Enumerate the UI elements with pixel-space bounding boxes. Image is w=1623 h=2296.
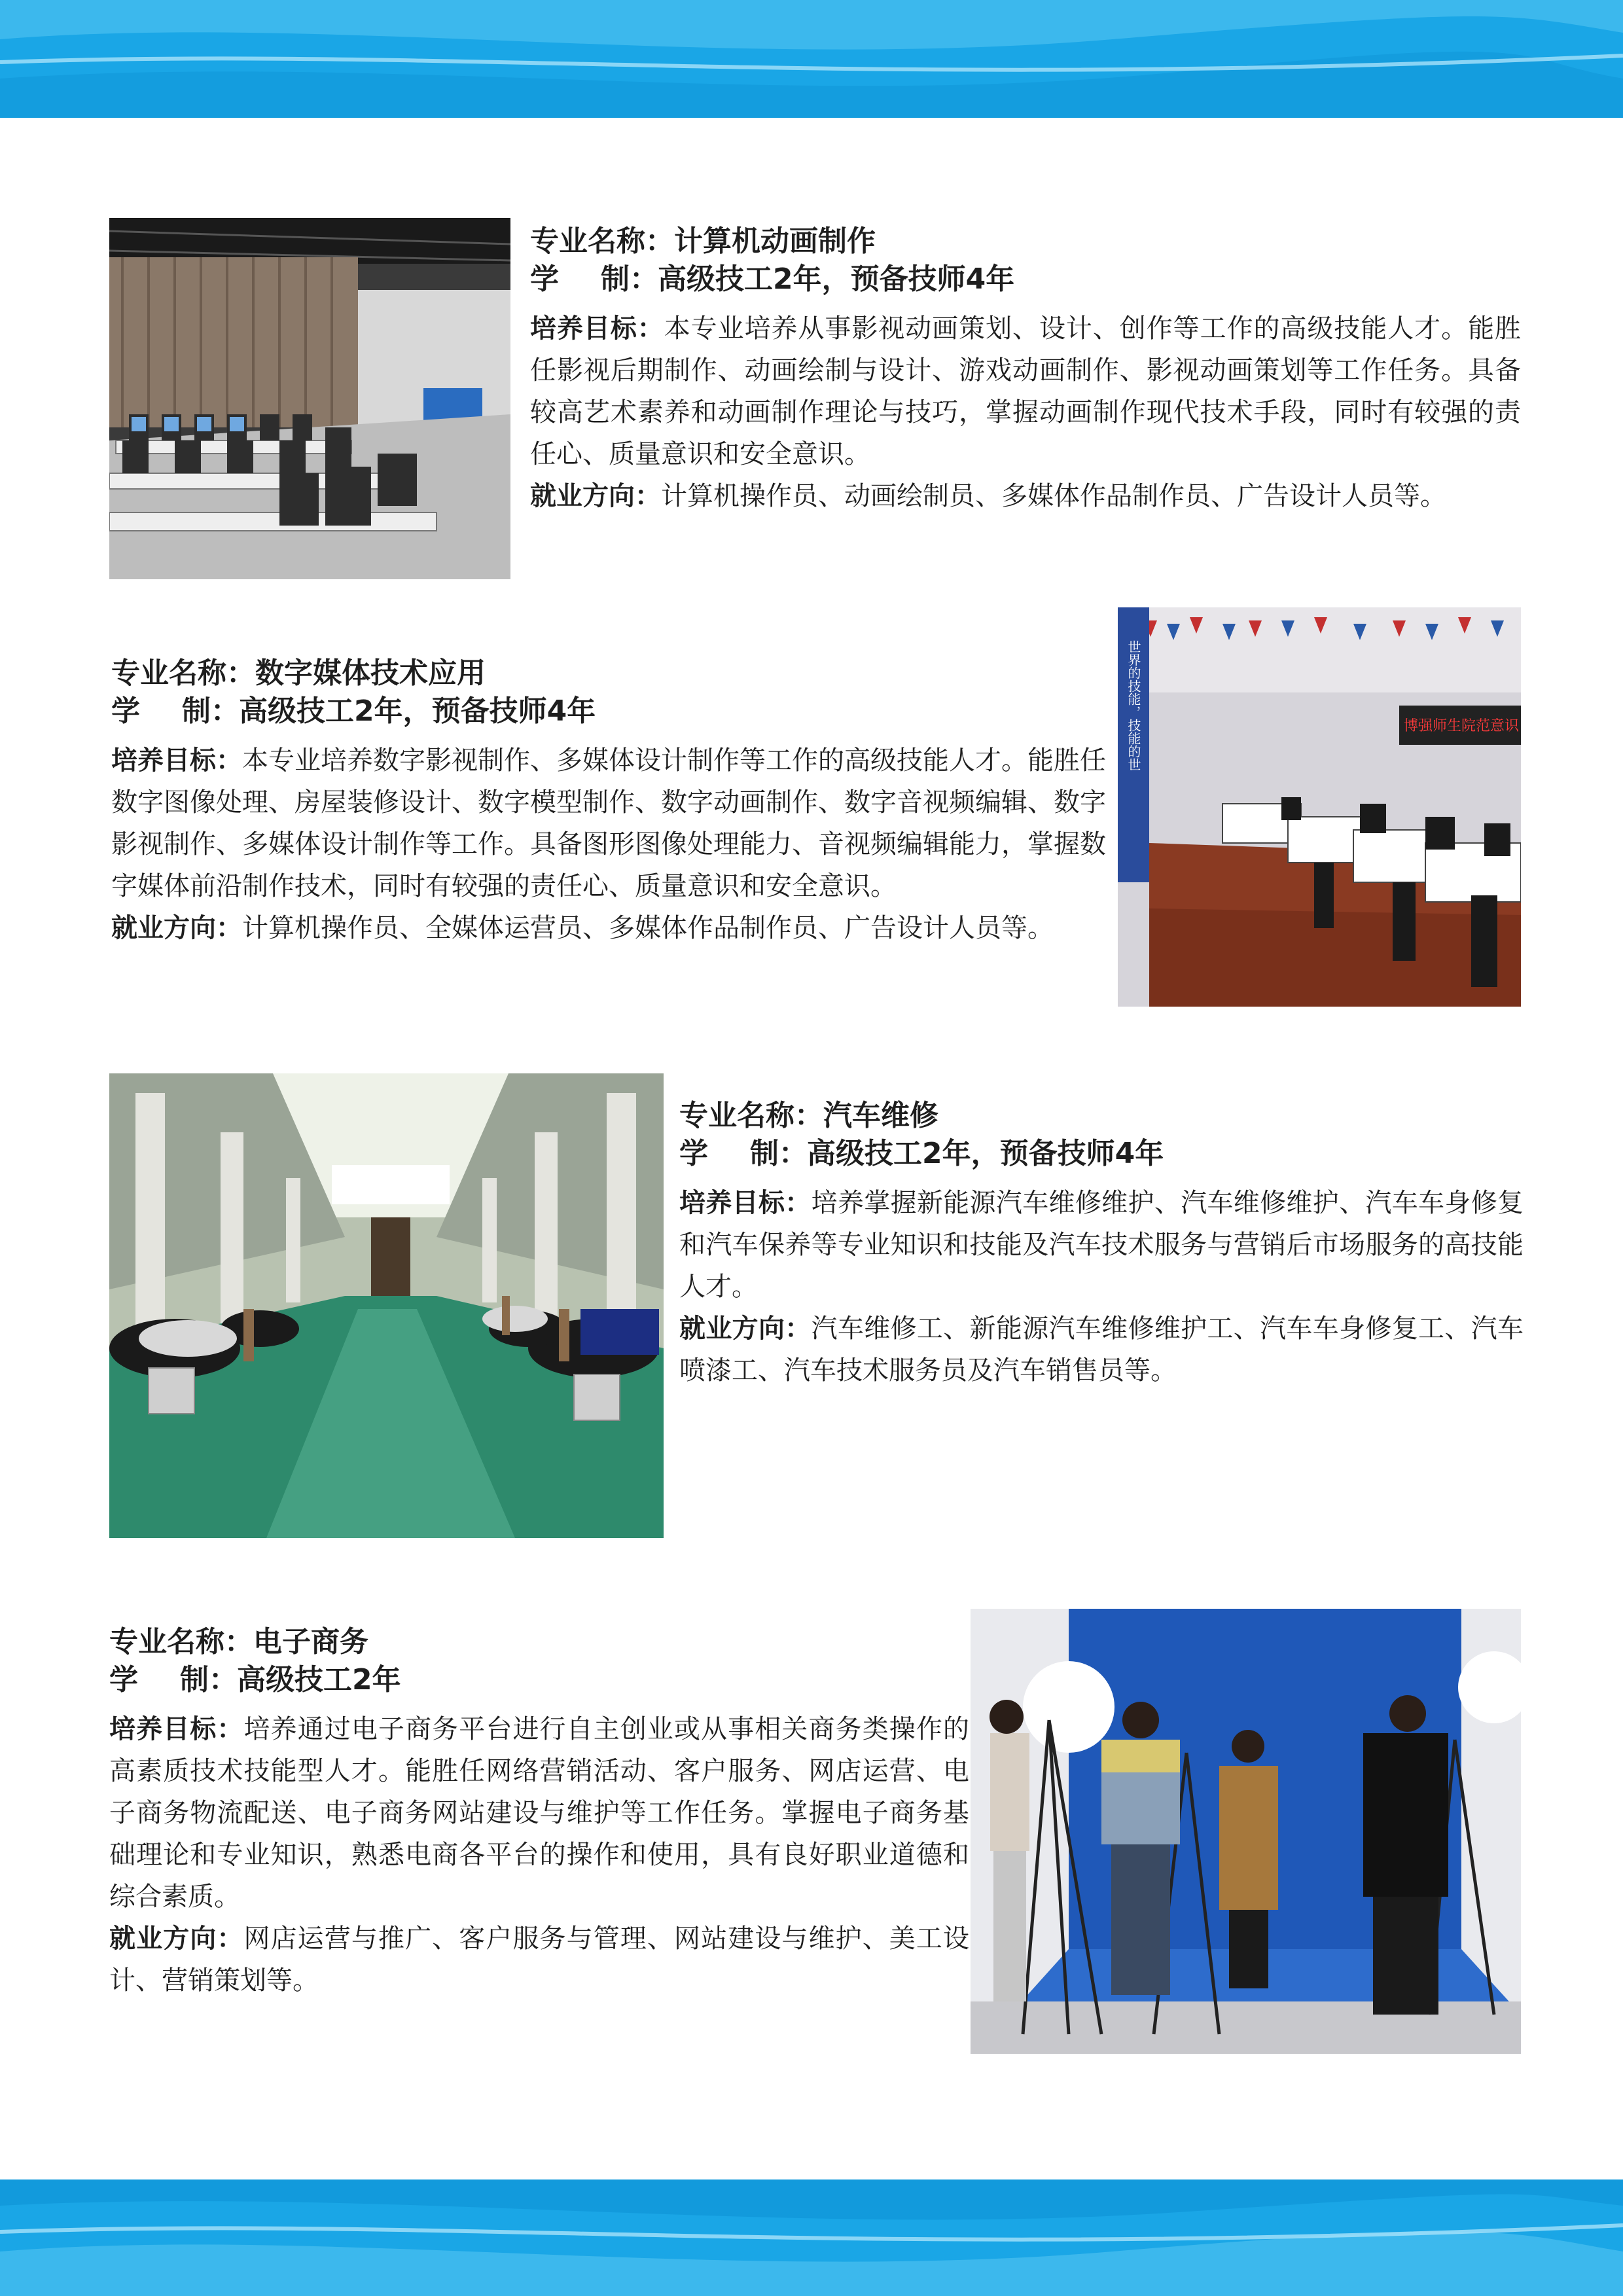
career-direction: 就业方向：汽车维修工、新能源汽车维修维护工、汽车车身修复工、汽车喷漆工、汽车技术服务员及汽车销售员等。 bbox=[679, 1314, 1524, 1386]
text-auto-repair bbox=[679, 1097, 1524, 1391]
school-system-line: 学 制：高级技工2年，预备技师4年 bbox=[530, 262, 1015, 296]
career-direction: 就业方向：计算机操作员、全媒体运营员、多媒体作品制作员、广告设计人员等。 bbox=[111, 913, 1054, 943]
school-system-line: 学 制：高级技工2年 bbox=[109, 1663, 401, 1696]
text-animation bbox=[530, 223, 1521, 517]
photo-ecommerce-studio bbox=[971, 1609, 1521, 2054]
photo-digital-media-lab bbox=[1118, 607, 1521, 1007]
career-direction: 就业方向：计算机操作员、动画绘制员、多媒体作品制作员、广告设计人员等。 bbox=[530, 481, 1446, 511]
career-direction: 就业方向：网店运营与推广、客户服务与管理、网站建设与维护、美工设计、营销策划等。 bbox=[109, 1924, 969, 1996]
bottom-banner bbox=[0, 2179, 1623, 2296]
photo-auto-workshop bbox=[109, 1073, 664, 1538]
training-goal: 培养目标：本专业培养数字影视制作、多媒体设计制作等工作的高级技能人才。能胜任数字图像处理、房屋装修设计、数字模型制作、数字动画制作、数字音视频编辑、数字影视制作、多媒体设计制作等工作。具备图形图像处理能力、音视频编辑能力，掌握数字媒体前沿制作技术，同时有较强的责任心、质量意识和安全意识。 bbox=[111, 745, 1106, 901]
training-goal: 培养目标：培养通过电子商务平台进行自主创业或从事相关商务类操作的高素质技术技能型人才。能胜任网络营销活动、客户服务、网店运营、电子商务物流配送、电子商务网站建设与维护等工作任务。掌握电子商务基础理论和专业知识，熟悉电商各平台的操作和使用，具有良好职业道德和综合素质。 bbox=[109, 1714, 969, 1912]
school-system-line: 学 制：高级技工2年，预备技师4年 bbox=[679, 1137, 1164, 1170]
text-digital-media bbox=[111, 655, 1106, 949]
school-system: 高级技工2年 bbox=[237, 1663, 401, 1696]
photo-animation-lab bbox=[109, 218, 510, 579]
school-system-line: 学 制：高级技工2年，预备技师4年 bbox=[111, 694, 596, 728]
training-goal: 培养目标：本专业培养从事影视动画策划、设计、创作等工作的高级技能人才。能胜任影视后期制作、动画绘制与设计、游戏动画制作、影视动画策划等工作任务。具备较高艺术素养和动画制作理论与技巧，掌握动画制作现代技术手段，同时有较强的责任心、质量意识和安全意识。 bbox=[530, 314, 1522, 469]
major-name: 数字媒体技术应用 bbox=[255, 656, 486, 690]
school-system: 高级技工2年，预备技师4年 bbox=[239, 694, 596, 728]
text-ecommerce bbox=[109, 1623, 969, 2001]
school-system: 高级技工2年，预备技师4年 bbox=[658, 262, 1015, 296]
school-system: 高级技工2年，预备技师4年 bbox=[807, 1137, 1164, 1170]
major-name-line: 专业名称：数字媒体技术应用 bbox=[111, 656, 486, 690]
major-name: 计算机动画制作 bbox=[674, 224, 876, 258]
major-name: 汽车维修 bbox=[823, 1099, 938, 1132]
major-name: 电子商务 bbox=[253, 1625, 368, 1659]
major-name-line: 专业名称：汽车维修 bbox=[679, 1099, 938, 1132]
major-name-line: 专业名称：电子商务 bbox=[109, 1625, 368, 1659]
photo-sign-text: 博强师生院范意识 bbox=[1403, 718, 1520, 734]
photo-banner-text: 世界的技能，技能的世 bbox=[1126, 640, 1141, 771]
top-banner bbox=[0, 0, 1623, 118]
major-name-line: 专业名称：计算机动画制作 bbox=[530, 224, 876, 258]
training-goal: 培养目标：培养掌握新能源汽车维修维护、汽车维修维护、汽车车身修复和汽车保养等专业知识和技能及汽车技术服务与营销后市场服务的高技能人才。 bbox=[679, 1188, 1524, 1302]
